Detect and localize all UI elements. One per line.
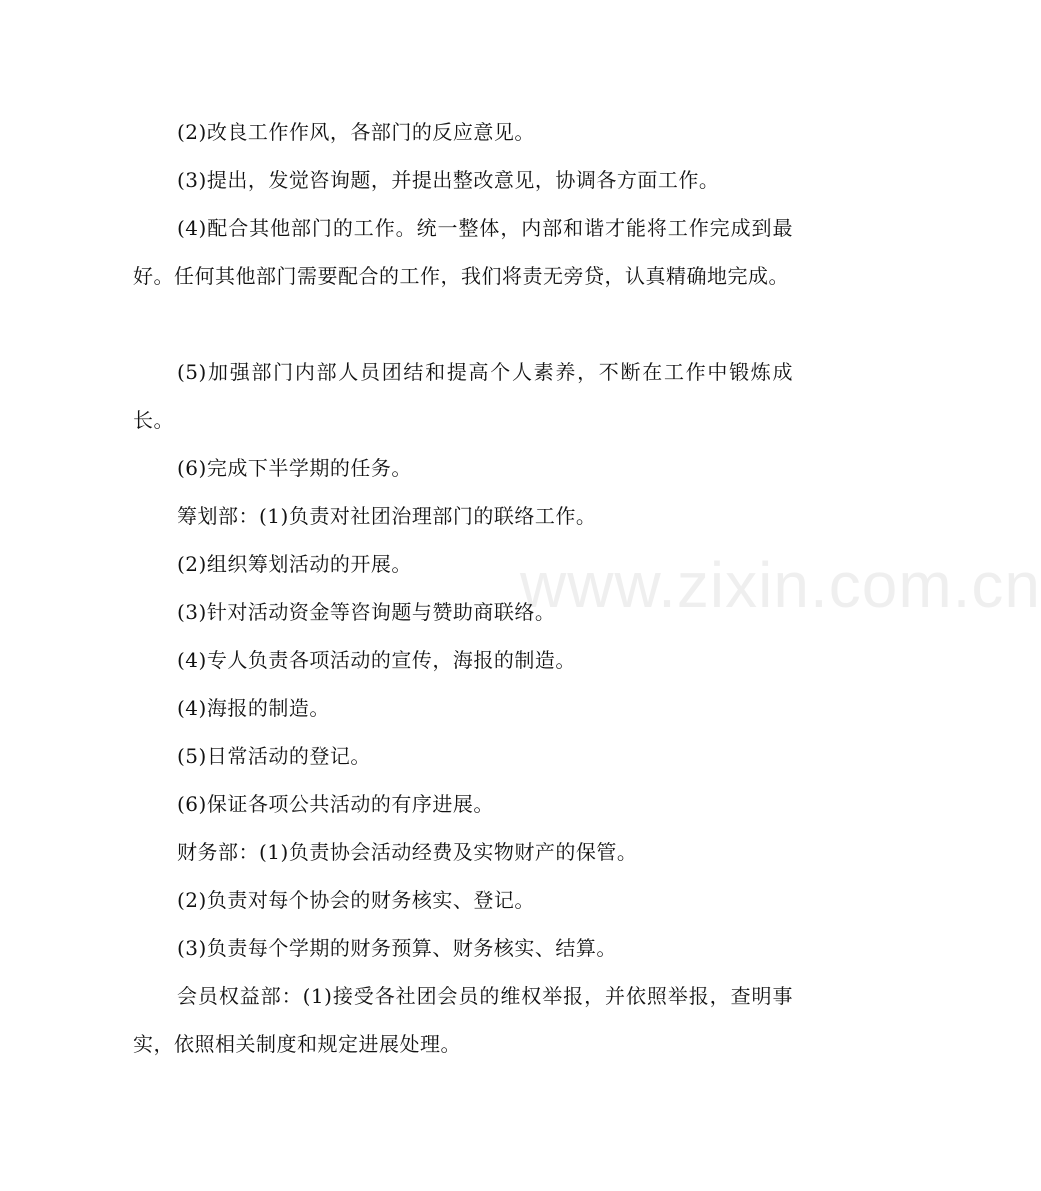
paragraph: (5)日常活动的登记。 bbox=[177, 744, 371, 768]
paragraph: 财务部：(1)负责协会活动经费及实物财产的保管。 bbox=[177, 840, 638, 864]
paragraph: (3)负责每个学期的财务预算、财务核实、结算。 bbox=[177, 936, 617, 960]
paragraph: 会员权益部：(1)接受各社团会员的维权举报，并依照举报，查明事实，依照相关制度和规定进展处理。 bbox=[133, 984, 793, 1056]
paragraph: (3)提出，发觉咨询题，并提出整改意见，协调各方面工作。 bbox=[177, 168, 720, 192]
paragraph: (2)负责对每个协会的财务核实、登记。 bbox=[177, 888, 535, 912]
paragraph: 筹划部：(1)负责对社团治理部门的联络工作。 bbox=[177, 504, 597, 528]
paragraph: (4)专人负责各项活动的宣传，海报的制造。 bbox=[177, 648, 576, 672]
paragraph: (4)海报的制造。 bbox=[177, 696, 330, 720]
paragraph: (4)配合其他部门的工作。统一整体，内部和谐才能将工作完成到最好。任何其他部门需要配合的工作，我们将责无旁贷，认真精确地完成。 bbox=[133, 216, 793, 288]
paragraph: (2)组织筹划活动的开展。 bbox=[177, 552, 412, 576]
paragraph: (3)针对活动资金等咨询题与赞助商联络。 bbox=[177, 600, 556, 624]
paragraph: (6)完成下半学期的任务。 bbox=[177, 456, 412, 480]
paragraph: (6)保证各项公共活动的有序进展。 bbox=[177, 792, 494, 816]
watermark: www.zixin.com.cn bbox=[520, 549, 1041, 621]
paragraph: (2)改良工作作风，各部门的反应意见。 bbox=[177, 120, 535, 144]
paragraph: (5)加强部门内部人员团结和提高个人素养，不断在工作中锻炼成长。 bbox=[133, 360, 793, 432]
